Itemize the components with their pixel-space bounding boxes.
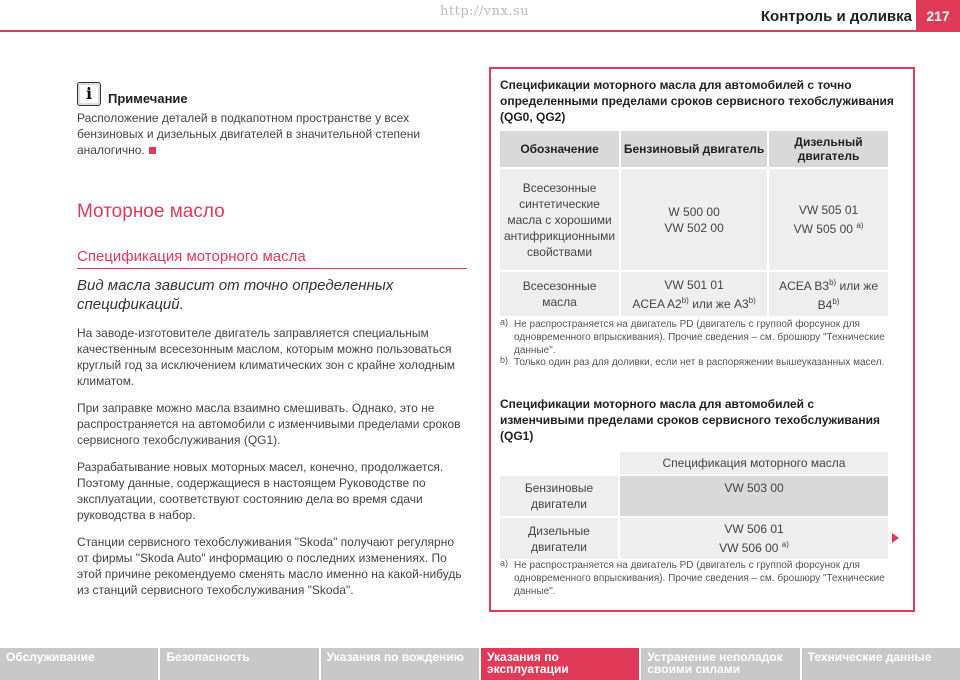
info-icon: i xyxy=(77,82,101,106)
footnote-a: a) Не распространяется на двигатель PD (двигатель с группой форсунок для одновременного впрыскивания). Прочие сведения – см. брошюру "Технические данные". xyxy=(500,317,885,356)
paragraph: На заводе-изготовителе двигатель заправляется специальным качественным всесезонным маслом, которым можно пользоваться круглый год за исключением климатических зон с крайне холодным климатом. xyxy=(77,326,456,388)
paragraph: При заправке можно масла взаимно смешивать. Однако, это не распространяется на автомобили с изменчивыми пределами сроков сервисного техобслуживания (QG1). xyxy=(77,401,461,447)
table-row xyxy=(500,476,888,518)
nav-tab-maintenance[interactable]: Обслуживание xyxy=(0,648,160,680)
note-text xyxy=(77,110,437,158)
page-number: 217 xyxy=(916,0,960,30)
lead-text: Вид масла зависит от точно определенных спецификаций. xyxy=(77,277,394,313)
nav-tab-troubleshooting[interactable]: Устранение неполадок своими силами xyxy=(641,648,801,680)
table-cell: VW 501 01 ACEA A2$^{b)}$ или же A3$^{b)}$ xyxy=(621,272,769,318)
col-header: Обозначение xyxy=(500,131,621,169)
empty-header xyxy=(500,452,620,476)
col-header: Бензиновый двигатель xyxy=(621,131,769,169)
col-header: Спецификация моторного масла xyxy=(620,452,888,476)
nav-tab-operation[interactable]: Указания по эксплуатации xyxy=(481,648,641,680)
footnote-a-2: a) Не распространяется на двигатель PD (двигатель с группой форсунок для одновременного впрыскивания). Прочие сведения – см. брошюру "Технические данные". xyxy=(500,558,885,597)
watermark: http://vnx.su xyxy=(440,4,530,19)
table-cell: VW 505 01 VW 505 00 $^{a)}$ xyxy=(769,169,888,272)
table-row xyxy=(500,518,888,561)
paragraph: Разрабатывание новых моторных масел, конечно, продолжается. Поэтому данные, содержащиеся в настоящем Руководстве по эксплуатации, соответствуют состоянию дела во время сдачи руководства в набор. xyxy=(77,460,444,522)
table-cell: VW 503 00 xyxy=(620,476,888,518)
row-label: Дизельные двигатели xyxy=(500,518,620,561)
paragraph: Станции сервисного техобслуживания "Skoda" получают регулярно от фирмы "Skoda Auto" информацию о последних изменениях. По этой причине рекомендуемо сменять масло именно на какой-нибудь из станций сервисного техобслуживания "Skoda". xyxy=(77,535,462,597)
col-header: Дизельный двигатель xyxy=(769,131,888,169)
section-title: Контроль и доливка xyxy=(760,8,912,25)
table1-title: Спецификации моторного масла для автомобилей с точно определенными пределами сроков сервисного техобслуживания (QG0, QG2) xyxy=(500,78,894,124)
table-cell: W 500 00 VW 502 00 xyxy=(621,169,769,272)
heading-oil-spec: Спецификация моторного масла xyxy=(77,248,467,269)
heading-engine-oil: Моторное масло xyxy=(77,201,225,222)
note-title: Примечание xyxy=(108,91,188,106)
table2-title: Спецификации моторного масла для автомобилей с изменчивыми пределами сроков сервисного техобслуживания (QG1) xyxy=(500,397,880,443)
table-row xyxy=(500,169,888,272)
note-body: Расположение деталей в подкапотном пространстве у всех бензиновых и дизельных двигателей в значительной степени аналогично. xyxy=(77,111,421,157)
bottom-navigation xyxy=(0,648,960,680)
row-label: Всесезонные масла xyxy=(500,272,621,318)
nav-tab-driving[interactable]: Указания по вождению xyxy=(321,648,481,680)
end-marker-icon xyxy=(149,147,156,154)
table-row xyxy=(500,272,888,318)
body-text xyxy=(77,325,467,609)
spec-table-qg0-qg2 xyxy=(500,131,888,318)
table-cell: VW 506 01 VW 506 00 $^{a)}$ xyxy=(620,518,888,561)
spec-table-qg1 xyxy=(500,452,888,561)
nav-tab-technical-data[interactable]: Технические данные xyxy=(802,648,960,680)
nav-tab-safety[interactable]: Безопасность xyxy=(160,648,320,680)
row-label: Бензиновые двигатели xyxy=(500,476,620,518)
next-page-arrow-icon[interactable] xyxy=(892,533,899,543)
header-divider xyxy=(0,30,960,32)
row-label: Всесезонные синтетические масла с хорошими антифрикционными свойствами xyxy=(500,169,621,272)
footnote-b: b) Только один раз для доливки, если нет в распоряжении вышеуказанных масел. xyxy=(500,355,885,368)
table-cell: ACEA B3$^{b)}$ или же B4$^{b)}$ xyxy=(769,272,888,318)
